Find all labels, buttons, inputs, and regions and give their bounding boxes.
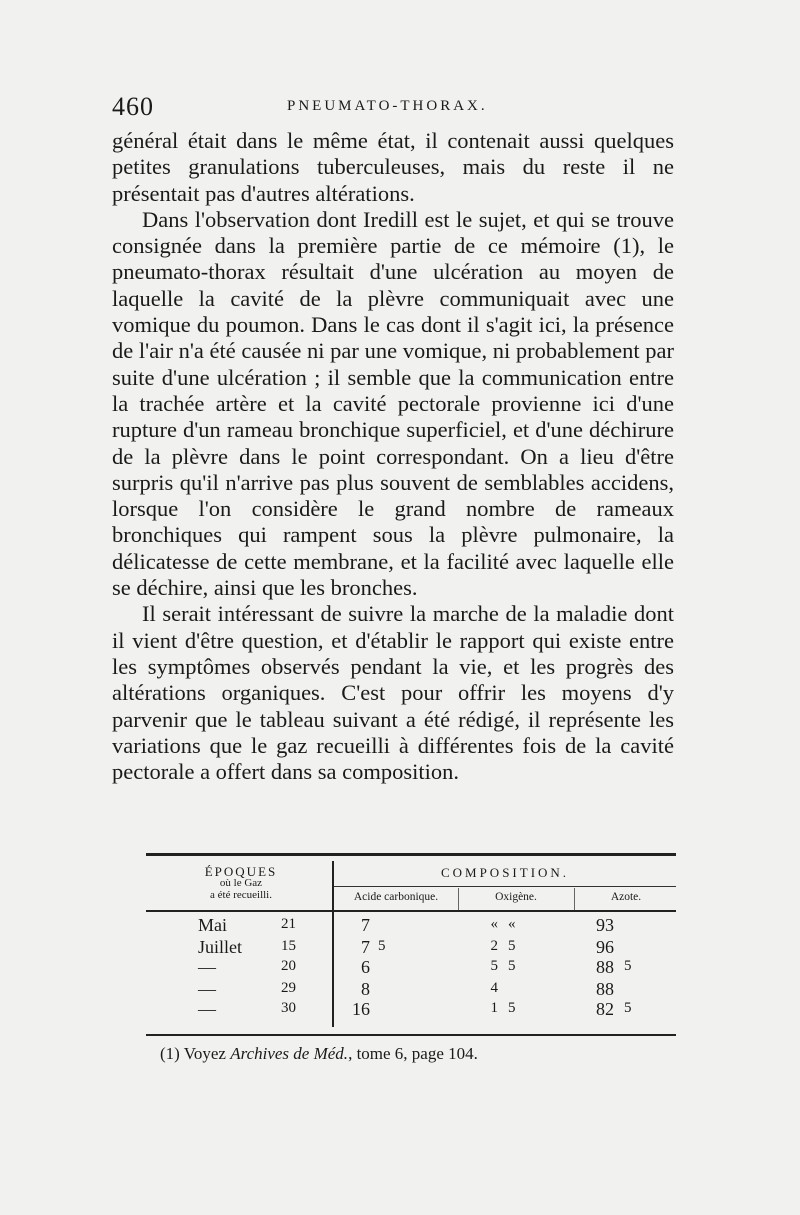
- table-top-rule: [146, 853, 676, 856]
- cell-oxygene: 1: [490, 1000, 498, 1016]
- cell-oxygene-fraction: «: [508, 916, 516, 932]
- table-row: [146, 979, 676, 999]
- table-row: [146, 999, 676, 1019]
- cell-acide: 7: [361, 915, 370, 935]
- table-row: [146, 915, 676, 935]
- header-epoques-sub1: où le Gaz: [219, 877, 263, 889]
- header-epoques: ÉPOQUES: [204, 864, 278, 879]
- header-oxygene: Oxigène.: [495, 891, 537, 903]
- cell-oxygene-fraction: 5: [508, 1000, 516, 1016]
- cell-oxygene: 4: [490, 980, 498, 996]
- cell-azote-fraction: 5: [624, 958, 632, 974]
- subcolumn-divider-2: [574, 888, 575, 910]
- composition-header-rule: [334, 886, 676, 887]
- cell-oxygene-fraction: 5: [508, 958, 516, 974]
- cell-day: 29: [281, 980, 296, 996]
- cell-acide-fraction: 5: [378, 938, 386, 954]
- table-bottom-rule: [146, 1034, 676, 1036]
- cell-acide: 16: [352, 999, 370, 1019]
- footnote: [160, 1044, 478, 1064]
- cell-oxygene: «: [490, 916, 498, 932]
- paragraph-1: général était dans le même état, il contenait aussi quelques petites granulations tuberculeuses, mais du reste il ne présentait pas d'autres altérations.: [112, 128, 674, 206]
- cell-day: 20: [281, 958, 296, 974]
- cell-azote: 82: [596, 999, 614, 1019]
- paragraph-2: Dans l'observation dont Iredill est le sujet, et qui se trouve consignée dans la première partie de ce mémoire (1), le pneumato-thorax résultait d'une ulcération au moyen de laquelle la cavité de la plèvre communiquait avec une vomique du poumon. Dans le cas dont il s'agit ici, la présence de l'air n'a été causée ni par une vomique, ni probablement par suite d'une ulcération ; il semble que la communication entre la trachée artère et la cavité pectorale provienne ici d'une rupture d'un rameau bronchique superficiel, et d'une déchirure de la plèvre dans le point correspondant. On a lieu d'être surpris qu'il n'arrive pas plus souvent de semblables accidens, lorsque l'on considère le grand nombre de rameaux bronchiques qui rampent sous la plèvre pulmonaire, la délicatesse de cette membrane, et la facilité avec laquelle elle se déchire, ainsi que les bronches.: [112, 206, 674, 601]
- cell-azote: 96: [596, 937, 614, 957]
- header-acide: Acide carbonique.: [353, 891, 439, 903]
- gas-composition-table: [146, 853, 676, 1035]
- footnote-suffix: , tome 6, page 104.: [348, 1044, 478, 1063]
- cell-oxygene-fraction: 5: [508, 938, 516, 954]
- table-row: [146, 937, 676, 957]
- cell-month: Mai: [198, 915, 227, 935]
- cell-azote: 93: [596, 915, 614, 935]
- page-header: [112, 92, 672, 122]
- body-text: [112, 128, 674, 785]
- cell-acide: 7: [361, 937, 370, 957]
- cell-day: 21: [281, 916, 296, 932]
- page-number: 460: [112, 92, 154, 121]
- cell-azote-fraction: 5: [624, 1000, 632, 1016]
- paragraph-3: Il serait intéressant de suivre la marche de la maladie dont il vient d'être question, et d'établir le rapport qui existe entre les symptômes observés pendant la vie, et les progrès des altérations organiques. C'est pour offrir les moyens d'y parvenir que le tableau suivant a été rédigé, il représente les variations que le gaz recueilli à différentes fois de la cavité pectorale a offert dans sa composition.: [112, 601, 674, 785]
- footnote-journal-title: Archives de Méd.: [230, 1044, 349, 1063]
- cell-azote: 88: [596, 979, 614, 999]
- table-row: [146, 957, 676, 977]
- running-head: PNEUMATO-THORAX.: [287, 98, 488, 114]
- cell-azote: 88: [596, 957, 614, 977]
- subcolumn-divider-1: [458, 888, 459, 910]
- cell-day: 15: [281, 938, 296, 954]
- table-header-rule: [146, 910, 676, 912]
- cell-month: —: [198, 979, 216, 999]
- cell-month: —: [198, 999, 216, 1019]
- footnote-prefix: (1) Voyez: [160, 1044, 231, 1063]
- cell-month: —: [198, 957, 216, 977]
- cell-month: Juillet: [198, 937, 242, 957]
- header-composition: COMPOSITION.: [440, 865, 570, 880]
- cell-day: 30: [281, 1000, 296, 1016]
- header-epoques-sub2: a été recueilli.: [210, 889, 272, 901]
- cell-oxygene: 2: [490, 938, 498, 954]
- cell-oxygene: 5: [490, 958, 498, 974]
- cell-acide: 8: [361, 979, 370, 999]
- header-azote: Azote.: [610, 891, 642, 903]
- cell-acide: 6: [361, 957, 370, 977]
